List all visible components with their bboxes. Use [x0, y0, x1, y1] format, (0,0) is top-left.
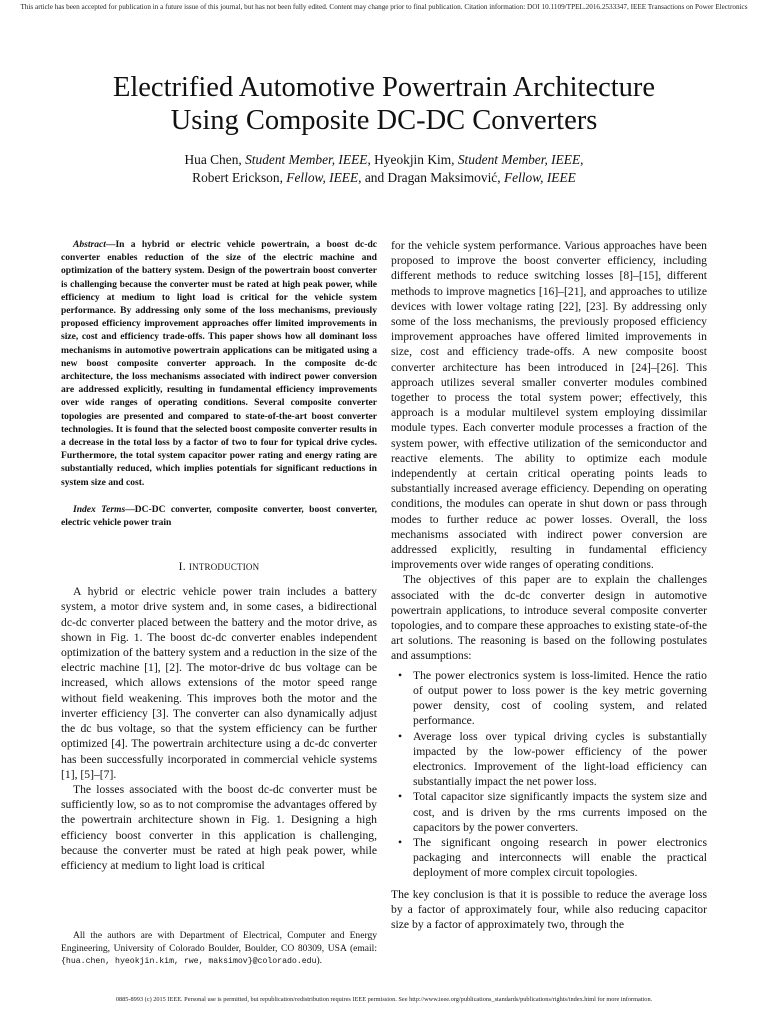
intro-paragraph-3: for the vehicle system performance. Various approaches have been proposed to improve the boost converter efficiency, including different methods to reduce switching losses [8]–[15], different methods to improve magnetics [16]–[21], and approaches to utilize devices with lower voltage rating [22], [23]. By addressing only some of the loss mechanisms, the previously proposed efficiency improvement approaches have offered limited improvements in size, cost and efficiency trade-offs. A new composite boost converter architecture has been introduced in [24]–[26]. This approach utilizes several smaller converter modules combined together to process the total system power; effectively, this approach is a modular multilevel system employing dissimilar module types. Each converter module processes a fraction of the system power, with effective utilization of the semiconductor and reactive elements. The ability to optimize each module independently at certain critical operating points leads to substantially increased average efficiency. Depending on operating conditions, the modules can operate in shut down or pass through modes to further reduce ac power losses. Overall, the loss mechanisms associated with indirect power conversion are addressed explicitly, resulting in fundamental efficiency improvements over wide ranges of operating conditions.	[391, 239, 707, 572]
right-column	[391, 238, 707, 932]
footnote-email: {hua.chen, hyeokjin.kim, rwe, maksimov}@colorado.edu	[61, 957, 317, 967]
list-item-text: Total capacitor size significantly impacts the system size and cost, and is driven by the rms currents imposed on the capacitors by the power converters.	[413, 790, 707, 834]
author-separator: ,	[580, 152, 584, 167]
bullet-icon: •	[398, 835, 403, 849]
author-name: Hua Chen,	[184, 152, 246, 167]
title-line-1: Electrified Automotive Powertrain Architecture	[112, 72, 656, 103]
section-title: INTRODUCTION	[188, 562, 260, 573]
list-item	[398, 729, 707, 790]
bullet-icon: •	[398, 668, 403, 682]
author-membership: Fellow, IEEE	[286, 170, 359, 185]
conclusion-paragraph: The key conclusion is that it is possible to reduce the average loss by a factor of approximately four, while also reducing capacitor size by a factor of approximately two, through the	[391, 887, 707, 931]
list-item-text: The power electronics system is loss-limited. Hence the ratio of output power to loss power is the key metric governing power density, cost of cooling system, and related performance.	[413, 668, 707, 728]
author-affiliation-footnote	[61, 930, 377, 969]
section-heading-introduction	[61, 560, 377, 573]
author-membership: Student Member, IEEE	[457, 152, 581, 167]
list-item-text: Average loss over typical driving cycles is substantially impacted by the low-power efficiency of the power electronics. Improvement of the light-load efficiency can substantially impact the net power loss.	[413, 729, 707, 789]
bullet-icon: •	[398, 729, 403, 743]
author-line-1	[40, 151, 728, 169]
abstract-text: —In a hybrid or electric vehicle powertrain, a boost dc-dc converter enables reduction of the size of the electric machine and optimization of the battery system. Design of the powertrain boost converter is challenging because the converter must be rated at high peak power, while efficiency at medium to light load is critical for the vehicle system performance. By addressing only some of the loss mechanisms, previously proposed efficiency improvement approaches offer limited improvements in size, cost and efficiency trade-offs. This paper shows how all dominant loss mechanisms in automotive powertrain applications can be mitigated using a new boost composite converter approach. In the composite dc-dc architecture, the loss mechanisms associated with indirect power conversion are addressed explicitly, resulting in fundamental efficiency improvements over wide ranges of operating conditions. Several composite converter topologies are presented and compared to state-of-the-art boost converter technologies. It is found that the selected boost composite converter results in a decrease in the total loss by a factor of two to four for typical drive cycles. Furthermore, the total system capacitor power rating and energy rating are substantially reduced, which implies potentials for significant reductions in system size and cost.	[61, 239, 377, 488]
bullet-icon: •	[398, 790, 403, 804]
author-membership: Student Member, IEEE	[245, 152, 368, 167]
footnote-end: ).	[316, 955, 323, 967]
left-column	[61, 238, 377, 873]
list-item	[398, 668, 707, 729]
author-name: Robert Erickson,	[192, 170, 287, 185]
author-name: , and Dragan Maksimović,	[358, 170, 504, 185]
publication-notice: This article has been accepted for publication in a future issue of this journal, but has not been fully edited. Content may change prior to final publication. Citation information: DOI 10.1109/TPEL.2016.2533347, IEEE Transactions on Power Electronics	[20, 3, 748, 11]
intro-paragraph-4: The objectives of this paper are to explain the challenges associated with the dc-dc converter design in automotive powertrain applications, to introduce several composite converter topologies, and to compare these approaches to existing state-of-the art solutions. The reasoning is based on the following postulates and assumptions:	[391, 573, 707, 663]
author-membership: Fellow, IEEE	[503, 170, 576, 185]
postulates-list	[391, 668, 707, 881]
paper-title	[40, 71, 728, 137]
list-item	[398, 835, 707, 881]
list-item-text: The significant ongoing research in power electronics packaging and interconnects will enable the practical deployment of more complex circuit topologies.	[413, 835, 707, 880]
index-terms-text: —DC-DC converter, composite converter, boost converter, electric vehicle power train	[61, 503, 377, 529]
abstract	[61, 238, 377, 489]
index-terms	[61, 503, 377, 529]
intro-paragraph-2: The losses associated with the boost dc-dc converter must be sufficiently low, so as to not compromise the advantages offered by the powertrain architecture shown in Fig. 1. Designing a high efficiency boost converter in this application is challenging, because the converter must be rated at high peak power, while efficiency at medium to light load is critical	[61, 782, 377, 872]
list-item	[398, 789, 707, 835]
copyright-notice: 0885-8993 (c) 2015 IEEE. Personal use is permitted, but republication/redistribution requires IEEE permission. See http://www.ieee.org/publications_standards/publications/rights/index.html for more information.	[115, 996, 653, 1003]
author-list	[40, 151, 728, 187]
author-name: , Hyeokjin Kim,	[367, 152, 458, 167]
footnote-text: All the authors are with Department of Electrical, Computer and Energy Engineering, University of Colorado Boulder, Boulder, CO 80309, USA (email:	[61, 930, 377, 954]
abstract-label: Abstract	[73, 239, 106, 250]
index-terms-label: Index Terms	[73, 503, 126, 515]
author-line-2	[40, 169, 728, 187]
title-line-2: Using Composite DC-DC Converters	[170, 105, 598, 136]
section-numeral: I.	[178, 560, 189, 574]
intro-paragraph-1: A hybrid or electric vehicle power train includes a battery system, a motor drive system and, in some cases, a bidirectional dc-dc converter placed between the battery and the motor drive, as shown in Fig. 1. The boost dc-dc converter enables independent optimization of the battery system and a reduction in the size of the electric machine [1], [2]. The motor-drive dc bus voltage can be increased, which allows extensions of the motor speed range without field weakening. This improves both the motor and the inverter efficiency [3]. The converter can also dynamically adjust the dc bus voltage, so that the system efficiency can be further optimized [4]. The powertrain architecture using a dc-dc converter has been successfully incorporated in commercial vehicle systems [1], [5]–[7].	[61, 585, 377, 781]
